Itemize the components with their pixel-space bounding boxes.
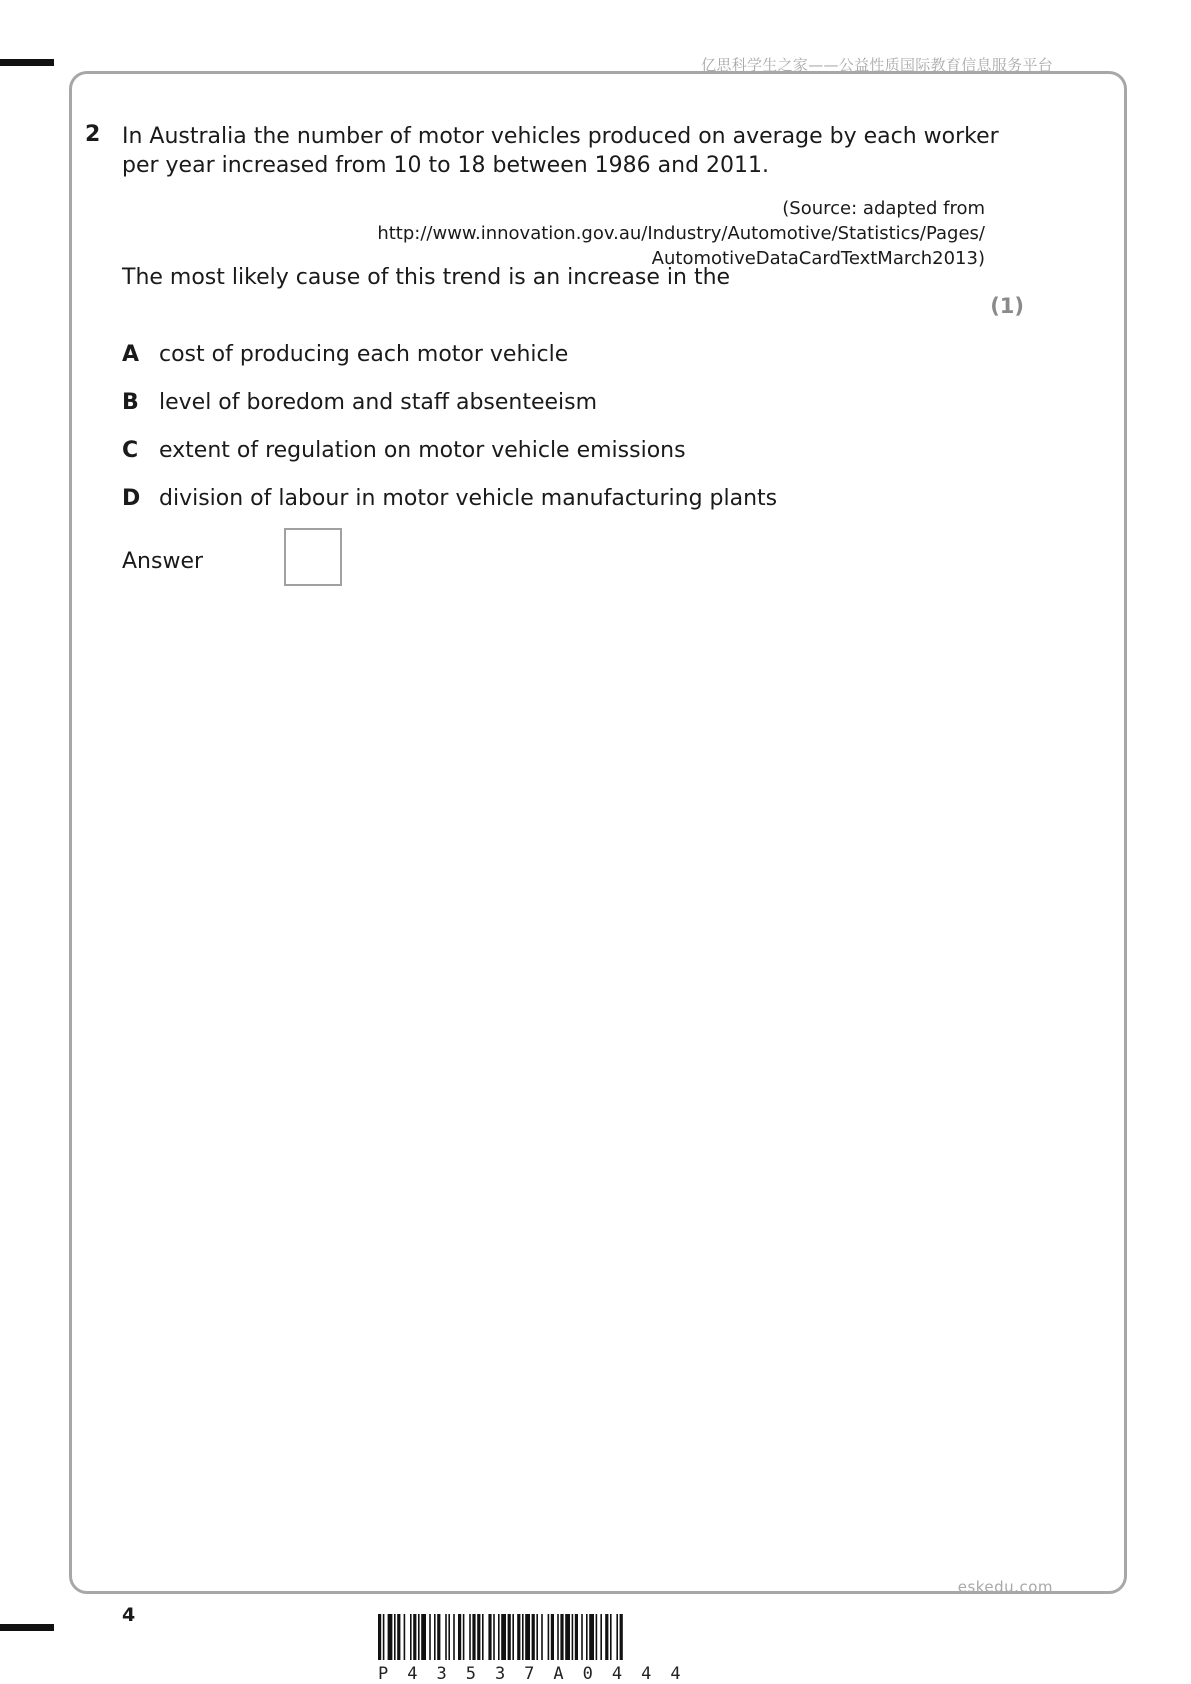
barcode-bar bbox=[488, 1614, 491, 1660]
barcode-bar bbox=[458, 1614, 461, 1660]
option-d bbox=[122, 486, 777, 511]
barcode-bar bbox=[404, 1614, 406, 1660]
barcode-bar bbox=[557, 1614, 559, 1660]
barcode-bar bbox=[551, 1614, 554, 1660]
barcode-bar bbox=[616, 1614, 618, 1660]
barcode-bar bbox=[437, 1614, 440, 1660]
barcode-bar bbox=[429, 1614, 431, 1660]
barcode-bar bbox=[605, 1614, 608, 1660]
barcode-bar bbox=[493, 1614, 495, 1660]
option-text: division of labour in motor vehicle manufacturing plants bbox=[159, 486, 778, 511]
answer-label: Answer bbox=[122, 549, 204, 574]
barcode-bar bbox=[434, 1614, 436, 1660]
barcode-bar bbox=[512, 1614, 514, 1660]
barcode-bar bbox=[508, 1614, 511, 1660]
barcode-bar bbox=[378, 1614, 381, 1660]
barcode-bar bbox=[581, 1614, 583, 1660]
registration-mark-bottom bbox=[0, 1624, 54, 1631]
option-text: extent of regulation on motor vehicle emissions bbox=[159, 438, 686, 463]
barcode-bar bbox=[418, 1614, 420, 1660]
source-line-1: (Source: adapted from http://www.innovation.gov.au/Industry/Automotive/Statistics/Pages/ bbox=[377, 198, 985, 244]
barcode-bar bbox=[453, 1614, 455, 1660]
barcode-bar bbox=[596, 1614, 598, 1660]
question-number: 2 bbox=[85, 122, 101, 147]
marks-indicator: (1) bbox=[990, 294, 1024, 318]
barcode-bar bbox=[482, 1614, 484, 1660]
question-text: In Australia the number of motor vehicles produced on average by each worker per year increased from 10 to 18 between 1986 and 2011. bbox=[122, 124, 999, 178]
barcode-bar bbox=[397, 1614, 400, 1660]
option-b bbox=[122, 390, 597, 415]
header-watermark: 亿思科学生之家——公益性质国际教育信息服务平台 bbox=[701, 56, 1053, 74]
barcode-bar bbox=[522, 1614, 524, 1660]
option-letter: B bbox=[122, 390, 139, 415]
barcode-bar bbox=[548, 1614, 550, 1660]
option-text: cost of producing each motor vehicle bbox=[159, 342, 569, 367]
barcode-bar bbox=[421, 1614, 426, 1660]
barcode-bar bbox=[575, 1614, 578, 1660]
option-letter: C bbox=[122, 438, 139, 463]
barcode-bar bbox=[620, 1614, 623, 1660]
footer-watermark: eskedu.com bbox=[957, 1578, 1053, 1596]
option-text: level of boredom and staff absenteeism bbox=[159, 390, 598, 415]
barcode-bar bbox=[610, 1614, 612, 1660]
barcode-bar bbox=[383, 1614, 385, 1660]
option-letter: A bbox=[122, 342, 140, 367]
barcode-bar bbox=[410, 1614, 412, 1660]
barcode bbox=[378, 1614, 814, 1684]
barcode-bar bbox=[477, 1614, 480, 1660]
barcode-bar bbox=[589, 1614, 594, 1660]
barcode-bar bbox=[525, 1614, 530, 1660]
question-frame bbox=[69, 71, 1127, 1594]
barcode-bar bbox=[600, 1614, 602, 1660]
source-line-2: AutomotiveDataCardTextMarch2013) bbox=[651, 248, 985, 269]
option-a bbox=[122, 342, 568, 367]
barcode-bar bbox=[388, 1614, 393, 1660]
barcode-text: P43537A0444 bbox=[378, 1664, 700, 1684]
barcode-bar bbox=[532, 1614, 535, 1660]
barcode-bar bbox=[572, 1614, 574, 1660]
barcode-bar bbox=[541, 1614, 543, 1660]
barcode-bar bbox=[472, 1614, 475, 1660]
answer-box[interactable] bbox=[284, 528, 342, 586]
barcode-bar bbox=[394, 1614, 396, 1660]
page-number: 4 bbox=[122, 1604, 136, 1626]
barcode-bar bbox=[586, 1614, 588, 1660]
barcode-bar bbox=[560, 1614, 563, 1660]
barcode-bar bbox=[501, 1614, 506, 1660]
registration-mark-top bbox=[0, 59, 54, 66]
source-citation bbox=[200, 196, 985, 271]
option-c bbox=[122, 438, 686, 463]
barcode-bar bbox=[445, 1614, 447, 1660]
barcode-bar bbox=[413, 1614, 416, 1660]
barcode-bar bbox=[498, 1614, 500, 1660]
barcode-bar bbox=[463, 1614, 465, 1660]
barcode-bar bbox=[565, 1614, 570, 1660]
barcode-bars bbox=[378, 1614, 814, 1662]
barcode-bar bbox=[536, 1614, 538, 1660]
barcode-bar bbox=[448, 1614, 450, 1660]
option-letter: D bbox=[122, 486, 141, 511]
question-prompt: The most likely cause of this trend is an increase in the bbox=[122, 265, 731, 290]
barcode-bar bbox=[469, 1614, 471, 1660]
barcode-bar bbox=[517, 1614, 520, 1660]
